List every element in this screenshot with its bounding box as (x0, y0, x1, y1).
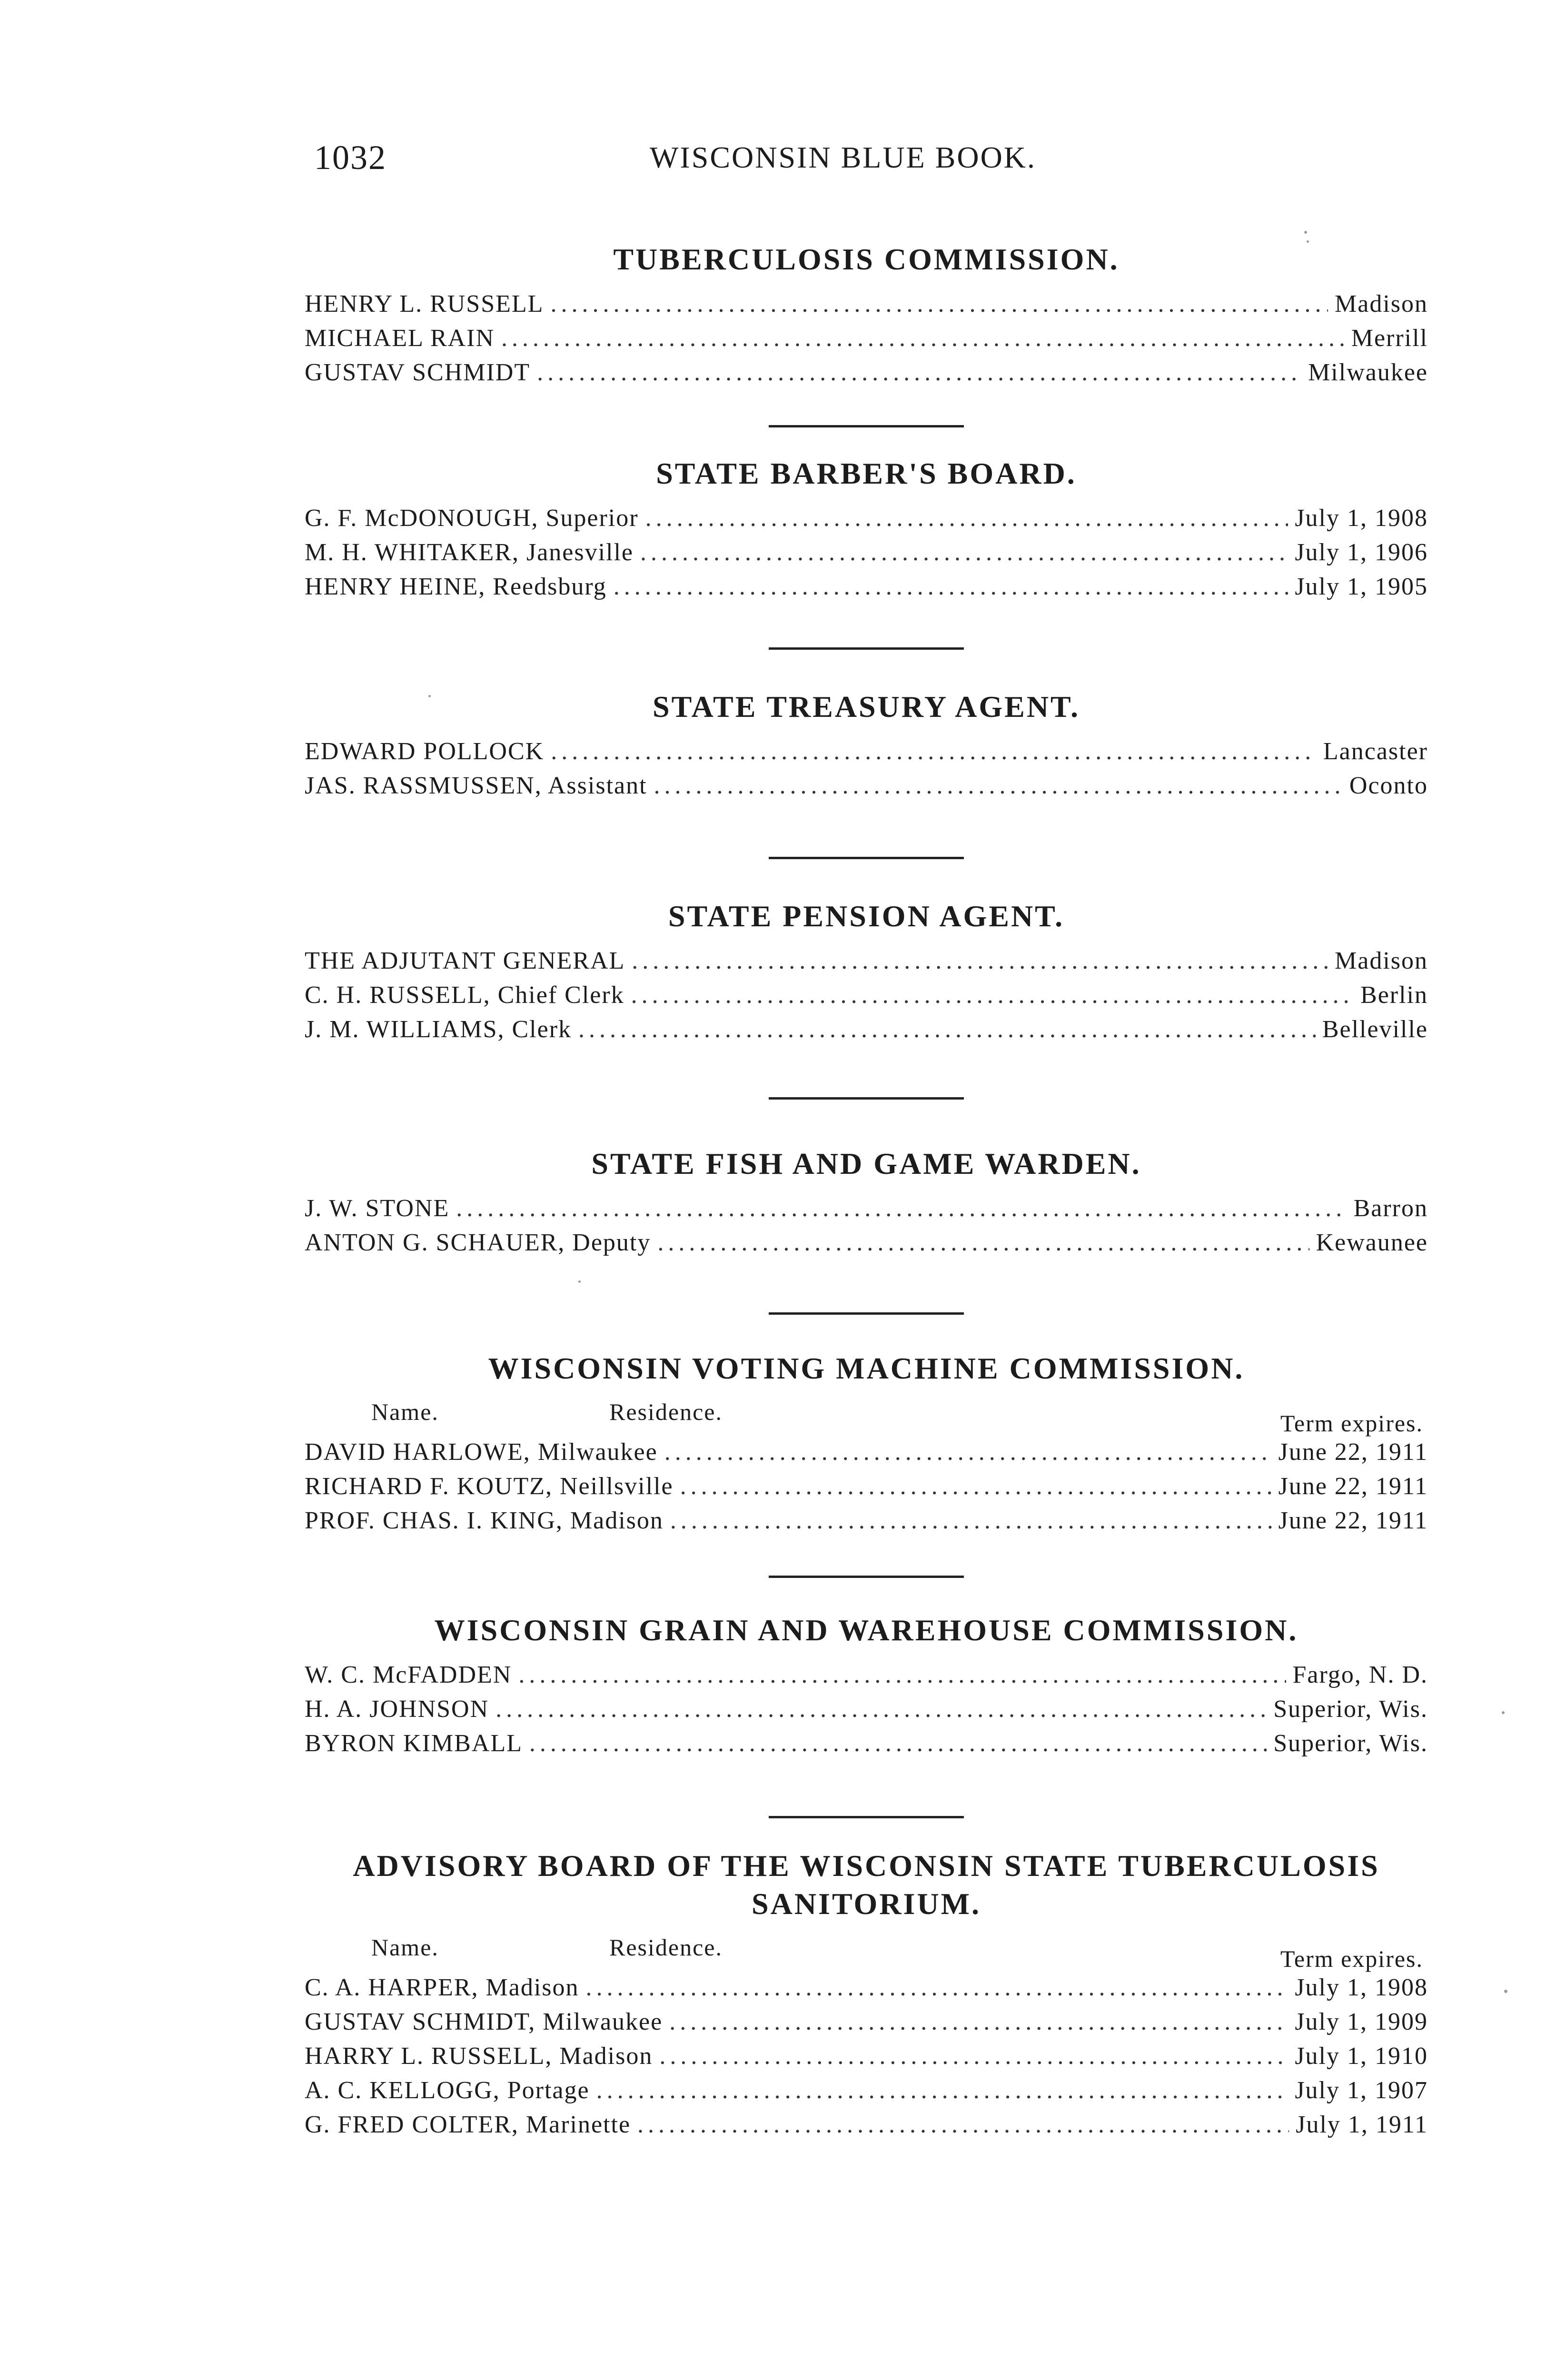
section-divider (769, 1097, 964, 1100)
section-tuberculosis-commission (305, 240, 1428, 390)
list-item (305, 1726, 1428, 1761)
list-item (305, 769, 1428, 803)
member-residence: Superior, Wis. (1273, 1696, 1428, 1723)
scan-speck (428, 695, 431, 697)
section-heading: STATE PENSION AGENT. (668, 899, 1065, 933)
scan-speck (578, 1280, 581, 1283)
member-name: DAVID HARLOWE, Milwaukee (305, 1438, 658, 1466)
list-item (305, 944, 1428, 978)
scan-speck (1502, 1711, 1505, 1714)
term-expires: June 22, 1911 (1278, 1473, 1428, 1500)
member-name: A. C. KELLOGG, Portage (305, 2077, 590, 2104)
member-residence: Berlin (1360, 982, 1428, 1009)
section-heading (305, 1847, 1428, 1923)
member-name: RICHARD F. KOUTZ, Neillsville (305, 1473, 674, 1500)
list-item (305, 2005, 1428, 2039)
section-divider (769, 1576, 964, 1578)
section-divider (769, 1816, 964, 1818)
list-item (305, 2073, 1428, 2108)
list-item (305, 501, 1428, 536)
column-header-name: Name. (371, 1934, 439, 1961)
section-state-barbers-board (305, 455, 1428, 604)
dot-leader (631, 978, 1354, 1012)
term-expires: July 1, 1909 (1295, 2008, 1428, 2035)
member-name: BYRON KIMBALL (305, 1730, 523, 1757)
entry-list (305, 501, 1428, 604)
column-headers (305, 1398, 1428, 1437)
list-item (305, 570, 1428, 604)
list-item (305, 1435, 1428, 1469)
dot-leader (586, 1971, 1288, 2005)
section-heading: STATE BARBER'S BOARD. (656, 456, 1077, 490)
dot-leader (529, 1726, 1267, 1761)
term-expires: July 1, 1908 (1295, 1974, 1428, 2001)
dot-leader (669, 2005, 1288, 2039)
list-item (305, 536, 1428, 570)
section-advisory-board-sanitorium (305, 1847, 1428, 2142)
member-name: HARRY L. RUSSELL, Madison (305, 2043, 653, 2070)
dot-leader (501, 321, 1345, 356)
term-expires: July 1, 1905 (1295, 573, 1428, 600)
term-expires: July 1, 1908 (1295, 505, 1428, 532)
list-item (305, 1658, 1428, 1692)
section-heading: WISCONSIN GRAIN AND WAREHOUSE COMMISSION. (434, 1613, 1298, 1647)
entry-list (305, 734, 1428, 803)
running-head (314, 138, 1433, 181)
term-expires: July 1, 1907 (1295, 2077, 1428, 2104)
list-item (305, 734, 1428, 769)
member-name: GUSTAV SCHMIDT (305, 359, 531, 386)
section-state-fish-and-game-warden (305, 1145, 1428, 1260)
member-name: H. A. JOHNSON (305, 1696, 489, 1723)
list-item (305, 1226, 1428, 1260)
member-name: JAS. RASSMUSSEN, Assistant (305, 772, 647, 799)
section-heading-line: SANITORIUM. (752, 1887, 981, 1921)
section-heading-line: ADVISORY BOARD OF THE WISCONSIN STATE TUBERCULOSIS (353, 1849, 1380, 1883)
dot-leader (596, 2073, 1288, 2108)
term-expires: July 1, 1906 (1295, 539, 1428, 566)
member-name: C. H. RUSSELL, Chief Clerk (305, 982, 624, 1009)
section-divider (769, 425, 964, 427)
column-header-term: Term expires. (1280, 1410, 1423, 1437)
dot-leader (637, 2108, 1289, 2142)
section-grain-and-warehouse-commission (305, 1611, 1428, 1761)
dot-leader (578, 1012, 1316, 1047)
list-item (305, 978, 1428, 1012)
member-residence: Merrill (1351, 325, 1428, 352)
member-name: J. M. WILLIAMS, Clerk (305, 1016, 572, 1043)
dot-leader (550, 287, 1328, 321)
column-headers (305, 1934, 1428, 1972)
member-name: HENRY HEINE, Reedsburg (305, 573, 607, 600)
section-heading: STATE FISH AND GAME WARDEN. (591, 1147, 1141, 1180)
dot-leader (518, 1658, 1286, 1692)
entry-list (305, 1191, 1428, 1260)
column-header-term: Term expires. (1280, 1945, 1423, 1972)
term-expires: July 1, 1911 (1296, 2111, 1428, 2138)
list-item (305, 1504, 1428, 1538)
term-expires: June 22, 1911 (1278, 1438, 1428, 1466)
column-header-residence: Residence. (609, 1934, 723, 1961)
scan-speck (1307, 240, 1309, 243)
column-header-residence: Residence. (609, 1398, 723, 1425)
dot-leader (551, 734, 1317, 769)
member-residence: Madison (1335, 290, 1428, 317)
dot-leader (657, 1226, 1309, 1260)
section-state-treasury-agent (305, 688, 1428, 803)
member-name: G. FRED COLTER, Marinette (305, 2111, 631, 2138)
list-item (305, 1971, 1428, 2005)
member-residence: Lancaster (1323, 738, 1428, 765)
page-number: 1032 (314, 139, 386, 177)
member-residence: Madison (1335, 947, 1428, 974)
dot-leader (680, 1469, 1272, 1504)
dot-leader (496, 1692, 1267, 1726)
member-name: HENRY L. RUSSELL (305, 290, 544, 317)
entry-list (305, 1971, 1428, 2142)
list-item (305, 1692, 1428, 1726)
term-expires: June 22, 1911 (1278, 1507, 1428, 1534)
list-item (305, 287, 1428, 321)
section-heading: TUBERCULOSIS COMMISSION. (613, 242, 1120, 276)
section-divider (769, 857, 964, 859)
member-residence: Superior, Wis. (1273, 1730, 1428, 1757)
section-heading: WISCONSIN VOTING MACHINE COMMISSION. (488, 1351, 1245, 1385)
member-name: J. W. STONE (305, 1195, 450, 1222)
member-name: EDWARD POLLOCK (305, 738, 545, 765)
dot-leader (670, 1504, 1272, 1538)
entry-list (305, 1435, 1428, 1538)
dot-leader (632, 944, 1328, 978)
member-name: G. F. McDONOUGH, Superior (305, 505, 639, 532)
member-residence: Milwaukee (1308, 359, 1428, 386)
dot-leader (614, 570, 1288, 604)
list-item (305, 2108, 1428, 2142)
dot-leader (537, 356, 1301, 390)
section-voting-machine-commission (305, 1349, 1428, 1538)
list-item (305, 356, 1428, 390)
entry-list (305, 944, 1428, 1047)
member-name: MICHAEL RAIN (305, 325, 495, 352)
member-residence: Oconto (1349, 772, 1428, 799)
member-name: PROF. CHAS. I. KING, Madison (305, 1507, 664, 1534)
member-name: C. A. HARPER, Madison (305, 1974, 579, 2001)
member-name: W. C. McFADDEN (305, 1661, 512, 1688)
section-divider (769, 1312, 964, 1315)
scan-speck (1304, 231, 1307, 234)
column-header-name: Name. (371, 1398, 439, 1425)
term-expires: July 1, 1910 (1295, 2043, 1428, 2070)
entry-list (305, 287, 1428, 390)
dot-leader (645, 501, 1288, 536)
dot-leader (659, 2039, 1288, 2073)
book-title: WISCONSIN BLUE BOOK. (650, 140, 1036, 174)
member-name: M. H. WHITAKER, Janesville (305, 539, 634, 566)
member-residence: Fargo, N. D. (1292, 1661, 1428, 1688)
dot-leader (654, 769, 1343, 803)
member-residence: Belleville (1322, 1016, 1428, 1043)
section-heading: STATE TREASURY AGENT. (653, 690, 1080, 724)
section-divider (769, 647, 964, 650)
member-name: ANTON G. SCHAUER, Deputy (305, 1229, 651, 1256)
dot-leader (456, 1191, 1347, 1226)
list-item (305, 2039, 1428, 2073)
list-item (305, 321, 1428, 356)
list-item (305, 1191, 1428, 1226)
dot-leader (640, 536, 1288, 570)
list-item (305, 1012, 1428, 1047)
member-residence: Barron (1353, 1195, 1428, 1222)
list-item (305, 1469, 1428, 1504)
member-name: GUSTAV SCHMIDT, Milwaukee (305, 2008, 663, 2035)
member-name: THE ADJUTANT GENERAL (305, 947, 625, 974)
member-residence: Kewaunee (1316, 1229, 1428, 1256)
section-state-pension-agent (305, 897, 1428, 1047)
scan-speck (1504, 1990, 1507, 1993)
dot-leader (664, 1435, 1272, 1469)
entry-list (305, 1658, 1428, 1761)
